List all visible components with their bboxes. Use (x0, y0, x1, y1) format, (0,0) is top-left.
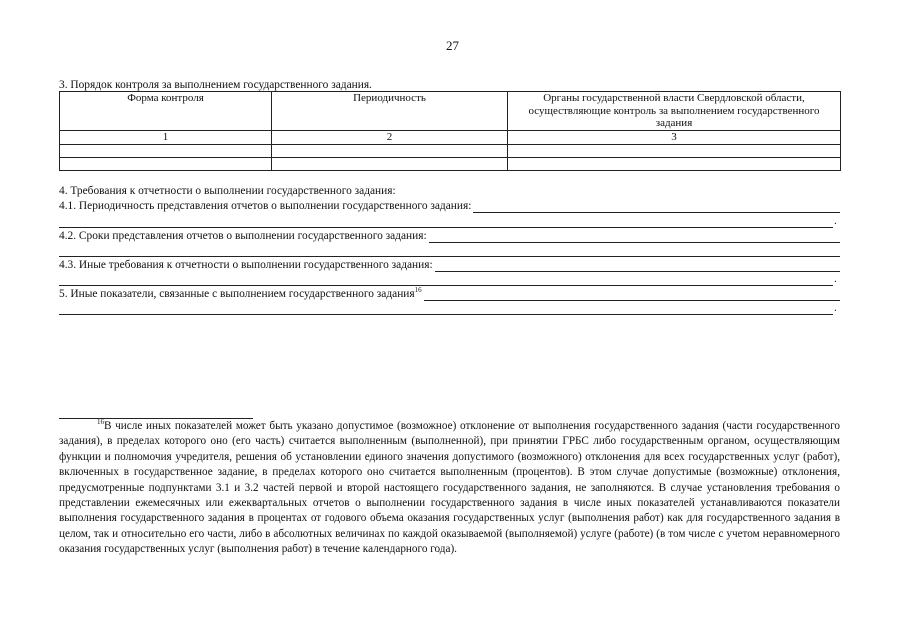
column-number: 2 (272, 131, 508, 145)
table-cell (272, 144, 508, 157)
item-4-3-blank-line (59, 285, 833, 286)
header-periodicity: Периодичность (272, 92, 508, 131)
item-4-3-blank (435, 260, 840, 272)
header-authorities: Органы государственной власти Свердловской области, осуществляющие контроль за выполнением государственного задания (508, 92, 841, 131)
table-row (60, 144, 841, 157)
item-4-2-blank-line (59, 256, 840, 257)
line-end-mark: . (834, 215, 837, 227)
section-5 (59, 287, 840, 301)
item-4-1-blank-line (59, 227, 833, 228)
table-header-row (60, 92, 841, 131)
item-4-3-label: 4.3. Иные требования к отчетности о выполнении государственного задания: (59, 259, 433, 271)
section-3-heading: 3. Порядок контроля за выполнением государственного задания. (59, 79, 372, 91)
item-4-1-blank (473, 201, 840, 213)
footnote (59, 419, 840, 558)
section-5-blank-line (59, 314, 833, 315)
page-number: 27 (446, 38, 459, 53)
line-end-mark: . (834, 273, 837, 285)
table-cell (508, 144, 841, 157)
item-4-1-label: 4.1. Периодичность представления отчетов о выполнении государственного задания: (59, 200, 472, 212)
section-5-label: 5. Иные показатели, связанные с выполнением государственного задания$^{16}$ (59, 286, 422, 300)
table-cell (60, 144, 272, 157)
column-number: 1 (60, 131, 272, 145)
footnote-marker: 16 (97, 418, 104, 426)
column-number: 3 (508, 131, 841, 145)
control-table (59, 91, 841, 171)
item-4-2 (59, 229, 840, 243)
item-4-1 (59, 199, 840, 213)
line-end-mark: . (834, 302, 837, 314)
header-control-form: Форма контроля (60, 92, 272, 131)
table-cell (272, 157, 508, 170)
section-4-heading: 4. Требования к отчетности о выполнении государственного задания: (59, 185, 396, 197)
item-4-3 (59, 258, 840, 272)
table-number-row (60, 131, 841, 145)
footnote-text: В числе иных показателей может быть указано допустимое (возможное) отклонение от выполнения государственного задания (части государственного задания), в пределах которого оно (его часть) считается выполненным (выполненной), при принятии ГРБС либо государственным органом, осуществляющим функции и полномочия учредителя, решения об установлении единого значения допустимого (возможного) отклонения для всех государственных услуг (работ), включенных в государственное задание, в пределах которого оно считается выполненным (процентов). В этом случае допустимые (возможные) отклонения, предусмотренные подпунктами 3.1 и 3.2 частей первой и второй настоящего государственного задания, не заполняются. В случае установления требования о представлении ежемесячных или ежеквартальных отчетов о выполнении государственного задания в числе иных показателей устанавливаются показатели выполнения государственного задания в процентах от годового объема оказания государственных услуг (выполнения работ) как для государственного задания в целом, так и относительно его части, либо в абсолютных величинах по каждой оказываемой (выполняемой) услуге (работе) (в том числе с учетом неравномерного оказания государственных услуг (выполнения работ) в течение календарного года). (59, 420, 840, 556)
table-cell (508, 157, 841, 170)
section-5-blank (424, 289, 840, 301)
footnote-ref: 16 (414, 286, 422, 294)
item-4-2-blank (429, 231, 840, 243)
table-cell (60, 157, 272, 170)
item-4-2-label: 4.2. Сроки представления отчетов о выполнении государственного задания: (59, 230, 427, 242)
table-row (60, 157, 841, 170)
